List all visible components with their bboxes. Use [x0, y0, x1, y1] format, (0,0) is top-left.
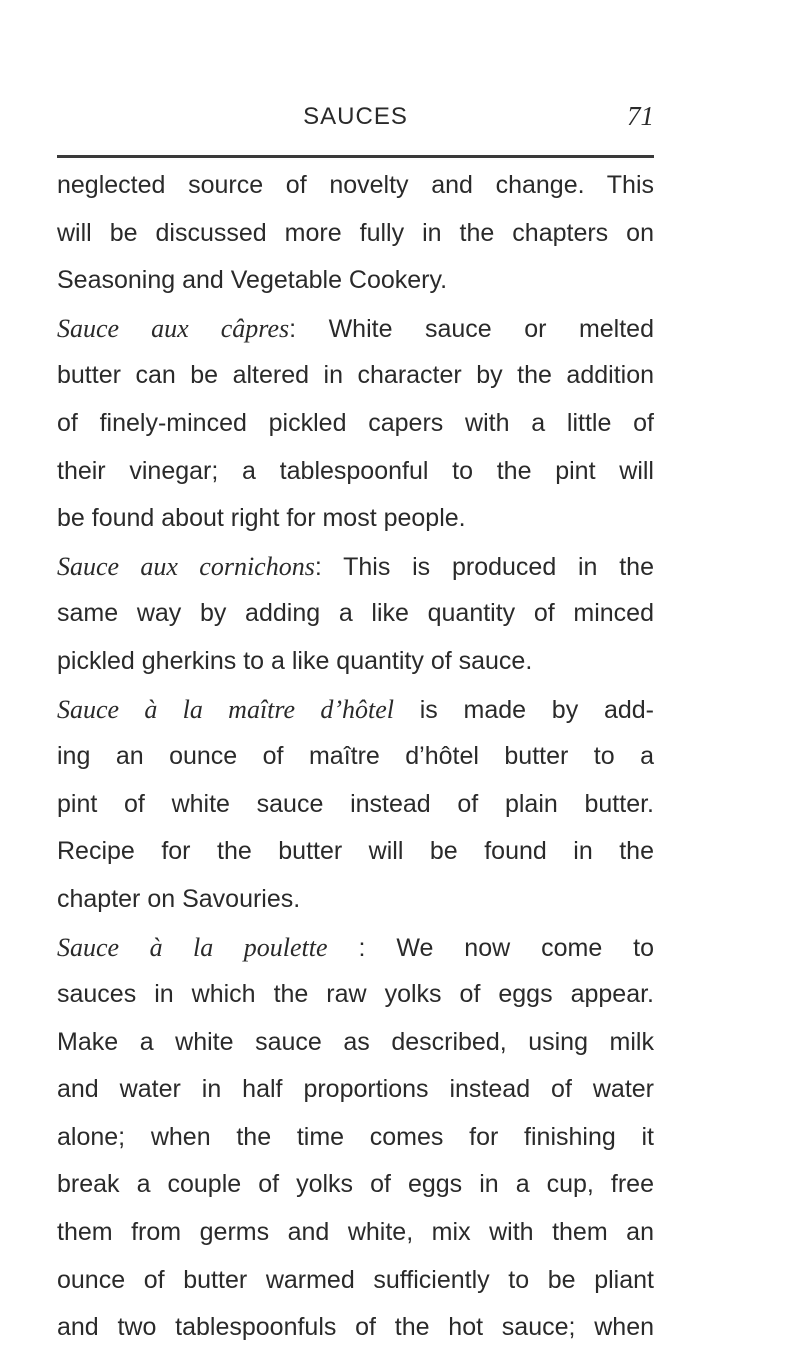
line-text: pickled gherkins to a like quantity of sauce.	[57, 646, 533, 675]
line-text: Recipe for the butter will be found in the	[57, 837, 654, 866]
sauce-name: Sauce à la poulette	[57, 932, 328, 962]
line-text: Seasoning and Vegetable Cookery.	[57, 266, 448, 295]
text-line	[57, 733, 654, 781]
line-text: pint of white sauce instead of plain butter.	[57, 789, 654, 818]
body-text	[57, 162, 654, 1352]
text-line	[57, 828, 654, 876]
line-text: and water in half proportions instead of water	[57, 1075, 654, 1104]
text-line	[57, 162, 654, 210]
sauce-name: Sauce aux câpres	[57, 313, 290, 343]
line-text: butter can be altered in character by the addition	[57, 361, 654, 390]
text-line	[57, 924, 654, 972]
text-line	[57, 1066, 654, 1114]
text-line	[57, 1304, 654, 1352]
line-text: : White sauce or melted	[289, 314, 654, 343]
text-line	[57, 448, 654, 496]
page-number: 71	[627, 101, 654, 131]
text-line	[57, 781, 654, 829]
sauce-name: Sauce à la maître d’hôtel	[57, 694, 395, 724]
line-text: break a couple of yolks of eggs in a cup, free	[57, 1170, 654, 1199]
text-line	[57, 1114, 654, 1162]
text-line	[57, 210, 654, 258]
line-text: them from germs and white, mix with them an	[57, 1218, 654, 1247]
text-line	[57, 1209, 654, 1257]
line-text: : We now come to	[327, 933, 654, 962]
line-text: of finely-minced pickled capers with a little of	[57, 408, 654, 437]
running-head: SAUCES	[303, 103, 408, 130]
text-line	[57, 971, 654, 1019]
line-text: is made by add-	[394, 695, 654, 724]
line-text: Make a white sauce as described, using milk	[57, 1027, 654, 1056]
text-line	[57, 1257, 654, 1305]
text-line	[57, 686, 654, 734]
text-line	[57, 1019, 654, 1067]
text-line	[57, 876, 654, 924]
text-line	[57, 495, 654, 543]
line-text: and two tablespoonfuls of the hot sauce; when	[57, 1313, 654, 1342]
line-text: sauces in which the raw yolks of eggs appear.	[57, 980, 654, 1009]
line-text: alone; when the time comes for finishing it	[57, 1122, 654, 1151]
line-text: chapter on Savouries.	[57, 884, 301, 913]
text-line	[57, 400, 654, 448]
line-text: ing an ounce of maître d’hôtel butter to a	[57, 742, 654, 771]
text-line	[57, 543, 654, 591]
line-text: be found about right for most people.	[57, 504, 466, 533]
page-header	[57, 96, 654, 136]
sauce-name: Sauce aux cornichons	[57, 551, 315, 581]
text-line	[57, 590, 654, 638]
line-text: ounce of butter warmed sufficiently to be pliant	[57, 1265, 654, 1294]
line-text: same way by adding a like quantity of minced	[57, 599, 654, 628]
line-text: their vinegar; a tablespoonful to the pint will	[57, 456, 654, 485]
text-line	[57, 638, 654, 686]
line-text: : This is produced in the	[314, 552, 654, 581]
text-line	[57, 1161, 654, 1209]
line-text: will be discussed more fully in the chapters on	[57, 218, 654, 247]
text-line	[57, 257, 654, 305]
text-line	[57, 305, 654, 353]
text-line	[57, 352, 654, 400]
header-rule	[57, 155, 654, 158]
line-text: neglected source of novelty and change. This	[57, 171, 654, 199]
